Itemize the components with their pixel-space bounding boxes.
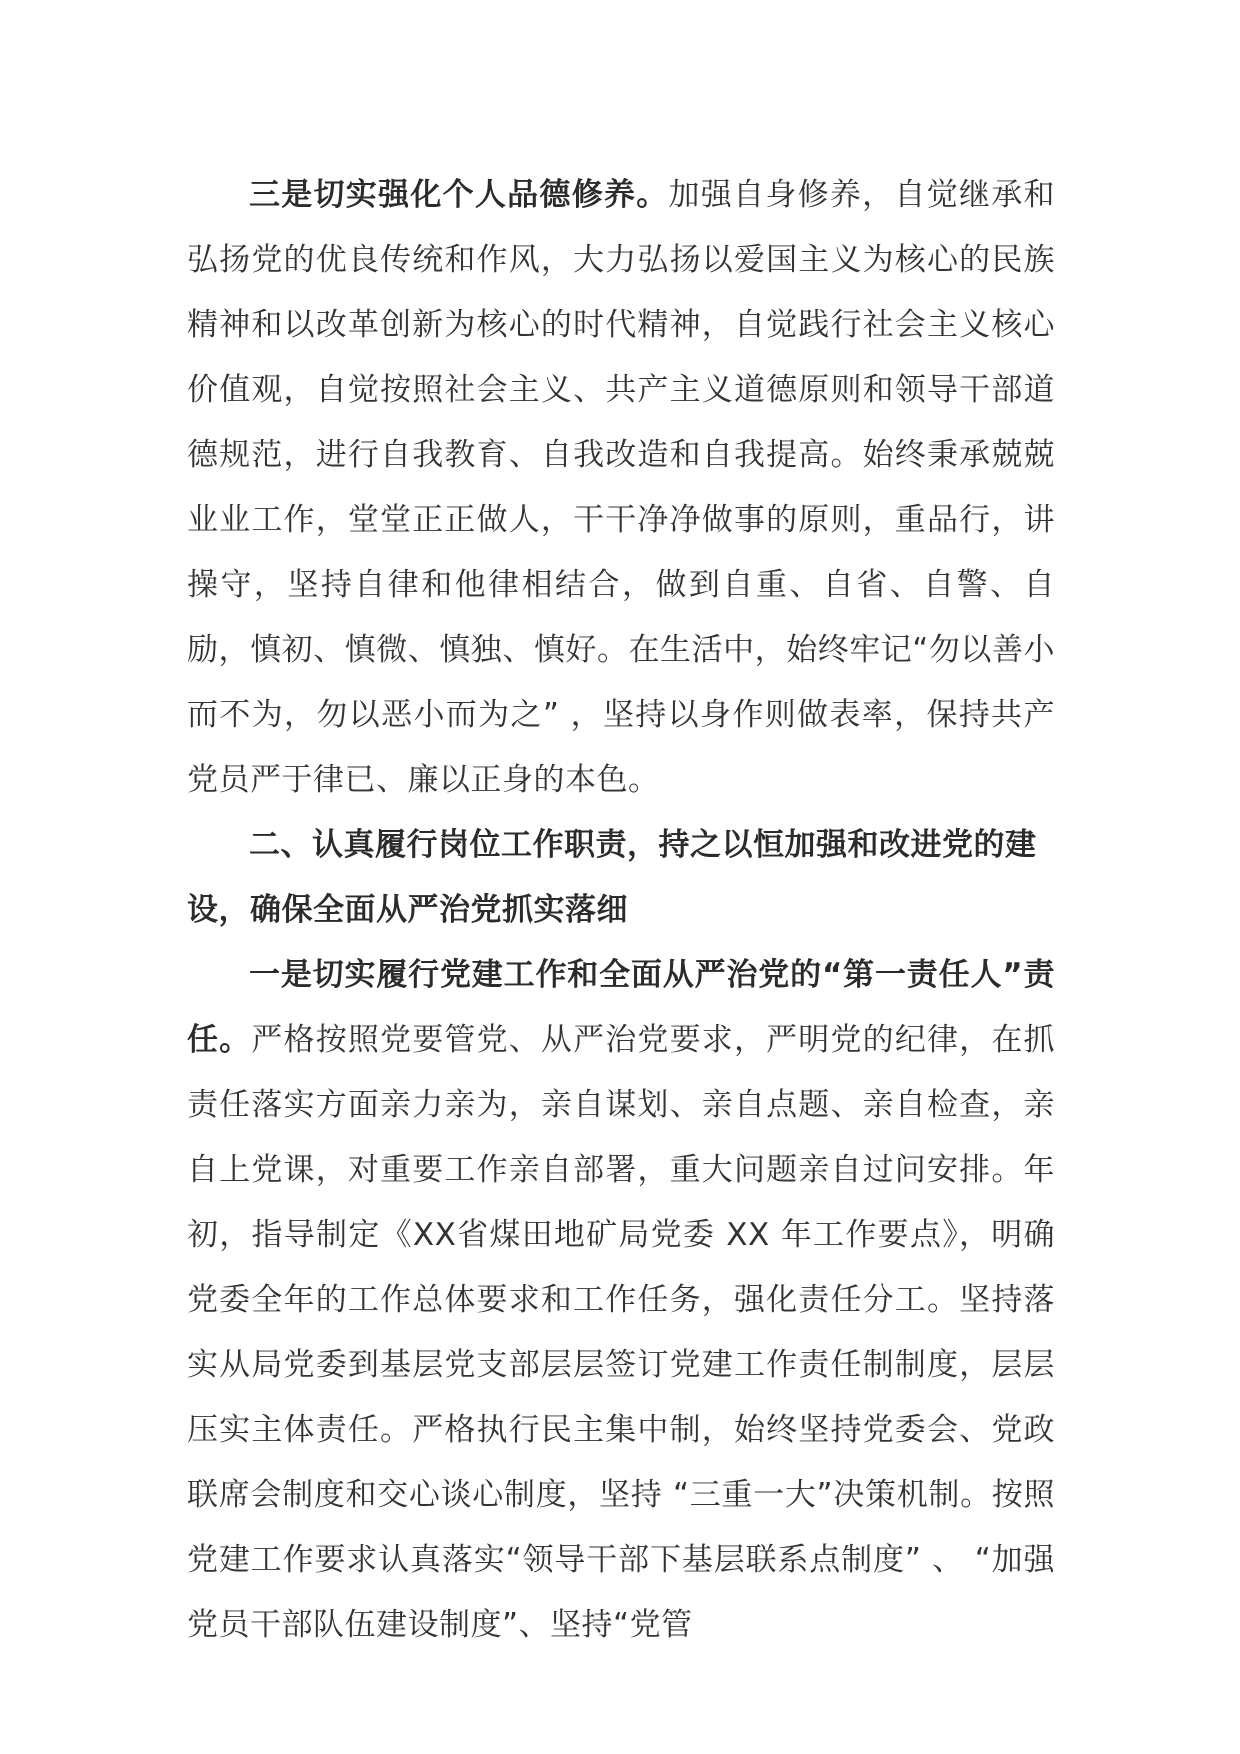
paragraph-personal-morality: [187, 163, 1055, 813]
paragraph-body: 严格按照党要管党、从严治党要求，严明党的纪律，在抓责任落实方面亲力亲为，亲自谋划、亲自点题、亲自检查，亲自上党课，对重要工作亲自部署，重大问题亲自过问安排。年初，指导制定《XX省煤田地矿局党委 XX 年工作要点》，明确党委全年的工作总体要求和工作任务，强化责任分工。坚持落实从局党委到基层党支部层层签订党建工作责任制制度，层层压实主体责任。严格执行民主集中制，始终坚持党委会、党政联席会制度和交心谈心制度，坚持 “三重一大”决策机制。按照党建工作要求认真落实“领导干部下基层联系点制度” 、 “加强党员干部队伍建设制度”、坚持“党管: [187, 1022, 1056, 1643]
paragraph-lead: 一是切实履行党建工作和全面从严治党的“第一责任人”责任。: [187, 957, 1055, 1058]
document-page: [187, 163, 1055, 1658]
section-heading: 二、认真履行岗位工作职责，持之以恒加强和改进党的建设，确保全面从严治党抓实落细: [187, 827, 1037, 928]
paragraph-lead: 三是切实强化个人品德修养。: [249, 177, 669, 213]
paragraph-first-responsibility: [187, 943, 1055, 1658]
paragraph-body: 加强自身修养，自觉继承和弘扬党的优良传统和作风，大力弘扬以爱国主义为核心的民族精神和以改革创新为核心的时代精神，自觉践行社会主义核心价值观，自觉按照社会主义、共产主义道德原则和领导干部道德规范，进行自我教育、自我改造和自我提高。始终秉承兢兢业业工作，堂堂正正做人，干干净净做事的原则，重品行，讲操守，坚持自律和他律相结合，做到自重、自省、自警、自励，慎初、慎微、慎独、慎好。在生活中，始终牢记“勿以善小而不为，勿以恶小而为之” ，坚持以身作则做表率，保持共产党员严于律已、廉以正身的本色。: [187, 177, 1056, 798]
